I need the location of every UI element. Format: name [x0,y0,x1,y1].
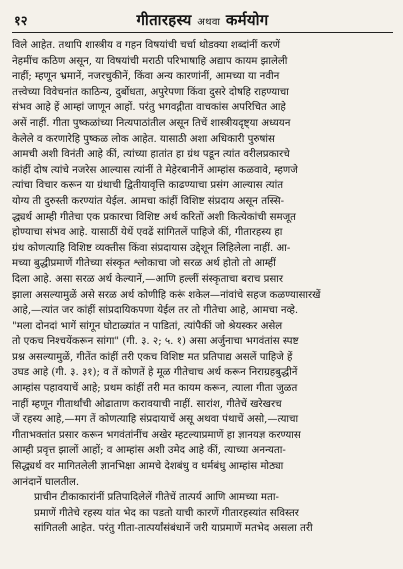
text-line: त्यांचा विचार करून या ग्रंथाची द्वितीयावृत्ति काढण्याचा प्रसंग आल्यास त्यांत [12,180,284,192]
text-line: "मला दोनदां भागें सांगून घोटाळ्यांत न पाडितां, त्यांपैकीं जो श्रेयस्कर असेल [12,320,283,332]
text-line: आम्ही प्रवृत्त झालों आहों; व आम्हांस अशी उमेद आहे कीं, त्याच्या अनन्यता- [12,445,286,457]
running-title [12,10,393,30]
text-line: नाहीं; म्हणून भ्रमानें, नजरचुकीनें, किंवा अन्य कारणांनीं, आमच्या या नवीन [12,71,280,83]
text-line: विले आहेत. तथापि शास्त्रीय व गहन विषयांची चर्चा थोडक्या शब्दांनीं करणें [12,40,281,51]
page-number: १२ [14,14,28,29]
paragraph [12,38,393,490]
text-line: दिला आहे. असा सरळ अर्थ केल्यानें,—आणि हल्लीं संस्कृताचा बराच प्रसार [12,273,284,285]
text-line: सिद्ध्यर्थ वर मागितलेली ज्ञानभिक्षा आमचे देशबंधु व धर्मबंधु आम्हांस मोठ्या [12,461,284,473]
text-line: नेहमींच कठिण असून, या विषयांची मराठी परिभाषाहि अद्याप कायम झालेली [12,55,288,67]
text-line: आमची अशी विनंती आहे कीं, त्यांच्या हातांत हा ग्रंथ पडून त्यांत वरीलप्रकारचे [12,149,290,161]
body-text [12,38,393,537]
text-line: प्रमाणें गीतेचे रहस्य यांत भेद का पडतो याची कारणें गीतारहस्यांत सविस्तर [34,507,299,519]
text-line: मच्या बुद्धीप्रमाणें गीतेच्या संस्कृत श्लोकाचा जो सरळ अर्थ होतो तो आम्हीं [12,258,276,270]
text-line: योग्य ती दुरुस्ती करण्यांत येईल. आमचा कांहीं विशिष्ट संप्रदाय असून तस्सि- [12,195,285,207]
text-line: केलेले व करणारेहि पुष्कळ लोक आहेत. यासाठी अशा अधिकारी पुरुषांस [12,133,275,145]
text-line: तत्त्वेच्या विवेचनांत काठिन्य, दुर्बोधता, अपुरेपणा किंवा दुसरे दोषहि राहण्याचा [12,86,289,98]
title-connector: अथवा [197,17,221,28]
text-line: प्रश्न असल्यामुळें, गीतेंत कांहीं तरी एकच विशिष्ट मत प्रतिपाद्य असलें पाहिजे हें [12,351,293,363]
text-line: उघड आहे (गी. ३. ३१); व तें कोणतें हे मूळ गीतेचाच अर्थ करून निराग्रहबुद्धीनें [12,367,298,379]
text-line: ग्रंथ कोणत्याहि विशिष्ट व्यक्तीस किंवा संप्रदायास उद्देशून लिहिलेला नाहीं. आ- [12,242,291,254]
title-right: कर्मयोग [225,11,269,29]
text-line: तो एकच निश्चयेंकरून सांगा" (गी. ३. २; ५. १) असा अर्जुनाचा भगवंतांस स्पष्ट [12,336,299,348]
text-line: संभव आहे हें आम्हां जाणून आहों. परंतु भगवद्गीता वाचकांस अपरिचित आहे [12,102,286,114]
text-line: सांगितली आहेत. परंतु गीता-तात्पर्यांसंबंधानें जरी याप्रमाणें मतभेद असला तरी [34,523,313,535]
running-header [12,10,393,33]
text-line: होण्याचा संभव आहे. यासाठीं येथें एवढें सांगितलें पाहिजे कीं, गीतारहस्य हा [12,227,283,239]
text-line: आम्हांस पहावयाचें आहे; प्रथम कांहीं तरी मत कायम करून, त्याला गीता जुळत [12,383,298,395]
paragraph [12,490,393,537]
text-line: प्राचीन टीकाकारांनीं प्रतिपादिलेलें गीतेचें तात्पर्य आणि आमच्या मता- [34,492,279,504]
title-left: गीतारहस्य [136,11,192,29]
text-line: आनंदानें घालतील. [12,476,80,488]
text-line: नाहीं म्हणून गीतार्थांची ओढाताण करावयाची नाहीं. सारांश, गीतेचें खरेखरच [12,398,282,410]
text-line: जें रहस्य आहे,—मग तें कोणत्याहि संप्रदायाचें असू अथवा पंथाचें असो,—त्याचा [12,414,299,426]
text-line: कांहीं दोष त्यांचे नजरेस आल्यास त्यांनीं ते मेहेरबानीनें आम्हांस कळवावे, म्हणजे [12,164,298,176]
text-line: गीताभक्तांत प्रसार करून भगवंतांनींच अखेर म्हटल्याप्रमाणें हा ज्ञानयज्ञ करण्यास [12,429,301,441]
text-line: द्ध्यर्थ आम्ही गीतेचा एक प्रकारचा विशिष्ट अर्थ करितों अशी कित्येकांची समजूत [12,211,296,223]
text-line: आहे,—त्यांत जर कांहीं सांप्रदायिकपणा येईल तर तो गीतेचा आहे, आमचा नव्हे. [12,305,299,317]
text-line: असें नाहीं. गीता पुष्कळांच्या नित्यपाठांतील असून तिचें शास्त्रीयदृष्ट्या अध्ययन [12,117,291,129]
text-line: झाला असल्यामुळें असे सरळ अर्थ कोणीहि करूं शकेल—नांवांचे सहज कळण्यासारखें [12,289,321,301]
